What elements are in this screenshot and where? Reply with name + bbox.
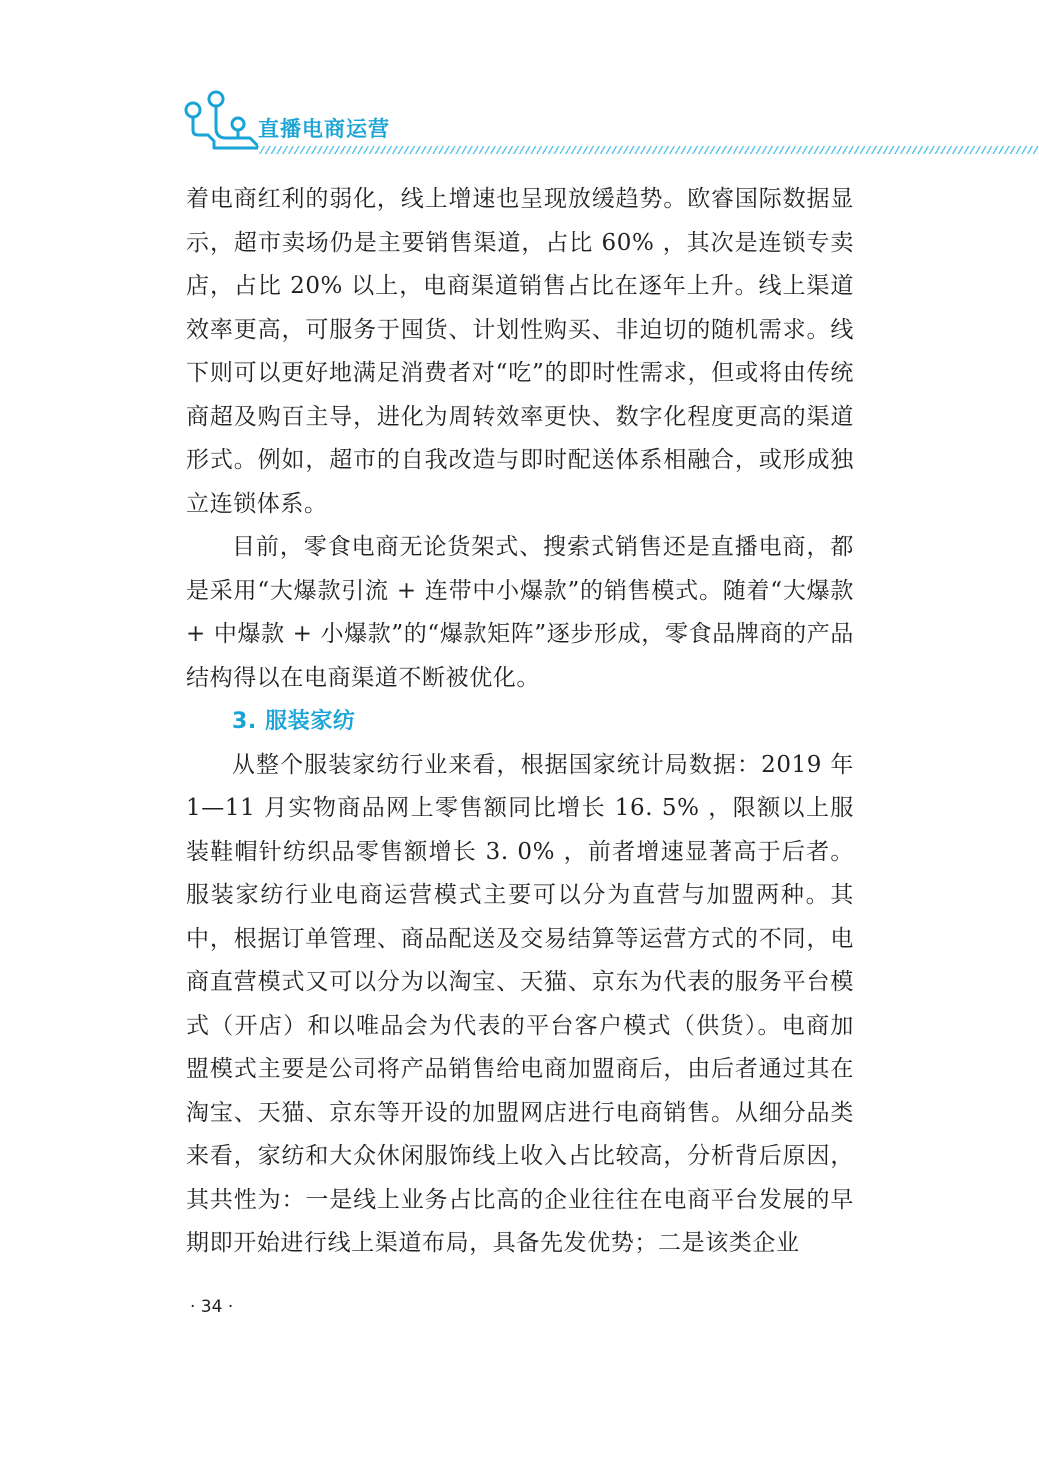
circuit-logo-icon: [180, 88, 258, 158]
section-heading: 3. 服装家纺: [232, 709, 356, 734]
header-stripe-decoration: [258, 146, 1039, 154]
running-header-title: 直播电商运营: [258, 117, 390, 141]
body-text: [186, 178, 854, 1266]
page-number: · 34 ·: [190, 1297, 234, 1317]
paragraph-snack-ecommerce: 目前，零食电商无论货架式、搜索式销售还是直播电商，都是采用“大爆款引流 + 连带中小爆款”的销售模式。随着“大爆款 + 中爆款 + 小爆款”的“爆款矩阵”逐步形成，零食品牌商的产品结构得以在电商渠道不断被优化。: [186, 534, 854, 691]
paragraph-continued: 着电商红利的弱化，线上增速也呈现放缓趋势。欧睿国际数据显示，超市卖场仍是主要销售渠道，占比 60% ，其次是连锁专卖店，占比 20% 以上，电商渠道销售占比在逐年上升。线上渠道效率更高，可服务于囤货、计划性购买、非迫切的随机需求。线下则可以更好地满足消费者对“吃”的即时性需求，但或将由传统商超及购百主导，进化为周转效率更快、数字化程度更高的渠道形式。例如，超市的自我改造与即时配送体系相融合，或形成独立连锁体系。: [186, 186, 854, 517]
paragraph-apparel-textiles: 从整个服装家纺行业来看，根据国家统计局数据：2019 年1—11 月实物商品网上零售额同比增长 16. 5% ，限额以上服装鞋帽针纺织品零售额增长 3. 0% ，前者增速显著高于后者。服装家纺行业电商运营模式主要可以分为直营与加盟两种。其中，根据订单管理、商品配送及交易结算等运营方式的不同，电商直营模式又可以分为以淘宝、天猫、京东为代表的服务平台模式（开店）和以唯品会为代表的平台客户模式（供货）。电商加盟模式主要是公司将产品销售给电商加盟商后，由后者通过其在淘宝、天猫、京东等开设的加盟网店进行电商销售。从细分品类来看，家纺和大众休闲服饰线上收入占比较高，分析背后原因，其共性为：一是线上业务占比高的企业往往在电商平台发展的早期即开始进行线上渠道布局，具备先发优势；二是该类企业: [186, 751, 854, 1256]
running-header: [180, 88, 1039, 158]
